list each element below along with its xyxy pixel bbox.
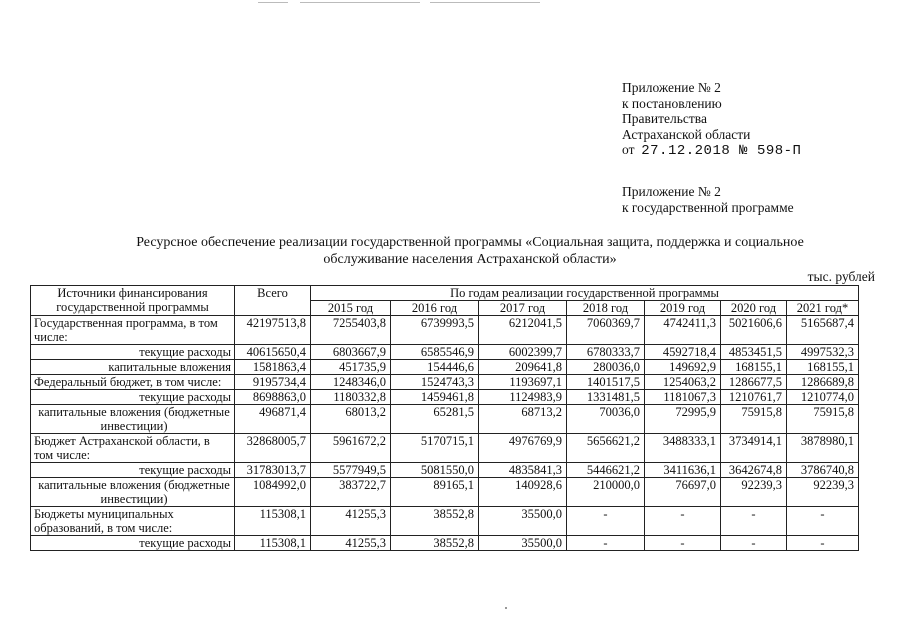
table-row [31, 434, 859, 463]
cell-total: 1084992,0 [235, 478, 311, 507]
header-total: Всего [235, 286, 311, 316]
cell-year-value: 92239,3 [787, 478, 859, 507]
cell-year-value: 35500,0 [479, 507, 567, 536]
table-row [31, 316, 859, 345]
cell-year-value: 65281,5 [391, 405, 479, 434]
date-stamp: 27.12.2018 № 598-П [641, 143, 802, 159]
cell-year-value: 1401517,5 [567, 375, 645, 390]
cell-year-value: 1180332,8 [311, 390, 391, 405]
table-row [31, 478, 859, 507]
cell-year-value: 6739993,5 [391, 316, 479, 345]
cell-year-value: 5577949,5 [311, 463, 391, 478]
cell-year-value: 5165687,4 [787, 316, 859, 345]
cell-year-value: 280036,0 [567, 360, 645, 375]
table-row [31, 463, 859, 478]
cell-year-value: 3786740,8 [787, 463, 859, 478]
cell-total: 9195734,4 [235, 375, 311, 390]
cell-year-value: 1524743,3 [391, 375, 479, 390]
date-prefix: от [622, 142, 635, 157]
header-by-years: По годам реализации государственной программы [311, 286, 859, 301]
cell-year-value: 5021606,6 [721, 316, 787, 345]
cell-year-value: 7255403,8 [311, 316, 391, 345]
cell-year-value: 41255,3 [311, 536, 391, 551]
cell-year-value: 149692,9 [645, 360, 721, 375]
table-row [31, 507, 859, 536]
cell-year-value: 4592718,4 [645, 345, 721, 360]
row-label: текущие расходы [31, 390, 235, 405]
funding-table [30, 285, 859, 551]
cell-year-value: 1254063,2 [645, 375, 721, 390]
cell-total: 496871,4 [235, 405, 311, 434]
header-row [31, 286, 859, 301]
table-row [31, 405, 859, 434]
cell-total: 32868005,7 [235, 434, 311, 463]
cell-year-value: 35500,0 [479, 536, 567, 551]
row-label: капитальные вложения (бюджетные инвестиции) [31, 478, 235, 507]
cell-year-value: 5656621,2 [567, 434, 645, 463]
cell-year-value: 209641,8 [479, 360, 567, 375]
cell-year-value: 68013,2 [311, 405, 391, 434]
cell-year-value: 4997532,3 [787, 345, 859, 360]
row-label: Федеральный бюджет, в том числе: [31, 375, 235, 390]
cell-year-value: 1193697,1 [479, 375, 567, 390]
header-year: 2015 год [311, 301, 391, 316]
cell-year-value: 210000,0 [567, 478, 645, 507]
cell-total: 1581863,4 [235, 360, 311, 375]
cell-year-value: - [567, 507, 645, 536]
title-line-1: Ресурсное обеспечение реализации государственной программы «Социальная защита, поддержка и социальное [136, 235, 804, 250]
cell-year-value: 1459461,8 [391, 390, 479, 405]
cell-year-value: 140928,6 [479, 478, 567, 507]
cell-total: 8698863,0 [235, 390, 311, 405]
row-label: капитальные вложения [31, 360, 235, 375]
cell-year-value: 5446621,2 [567, 463, 645, 478]
appendix-decree [622, 80, 801, 160]
row-label: Государственная программа, в том числе: [31, 316, 235, 345]
appendix-program [622, 184, 794, 215]
cell-year-value: 6002399,7 [479, 345, 567, 360]
cell-year-value: 3734914,1 [721, 434, 787, 463]
header-year: 2019 год [645, 301, 721, 316]
scan-speck [505, 607, 507, 609]
header-year: 2017 год [479, 301, 567, 316]
cell-year-value: 3488333,1 [645, 434, 721, 463]
cell-year-value: 1124983,9 [479, 390, 567, 405]
cell-year-value: 5170715,1 [391, 434, 479, 463]
table-row [31, 345, 859, 360]
cell-year-value: 1181067,3 [645, 390, 721, 405]
cell-year-value: 76697,0 [645, 478, 721, 507]
row-label: текущие расходы [31, 536, 235, 551]
header-year: 2016 год [391, 301, 479, 316]
cell-total: 42197513,8 [235, 316, 311, 345]
table-row [31, 375, 859, 390]
cell-year-value: 5961672,2 [311, 434, 391, 463]
cell-year-value: 70036,0 [567, 405, 645, 434]
cell-year-value: 168155,1 [787, 360, 859, 375]
units-label: тыс. рублей [807, 269, 875, 284]
header-year: 2020 год [721, 301, 787, 316]
cell-total: 31783013,7 [235, 463, 311, 478]
cell-year-value: - [567, 536, 645, 551]
cell-year-value: 4742411,3 [645, 316, 721, 345]
cell-year-value: - [787, 536, 859, 551]
cell-year-value: - [645, 536, 721, 551]
appendix-line: к государственной программе [622, 199, 794, 215]
cell-year-value: 3878980,1 [787, 434, 859, 463]
cell-year-value: 7060369,7 [567, 316, 645, 345]
table-row [31, 390, 859, 405]
row-label: капитальные вложения (бюджетные инвестиции) [31, 405, 235, 434]
cell-year-value: 72995,9 [645, 405, 721, 434]
cell-year-value: 75915,8 [787, 405, 859, 434]
header-year: 2021 год* [787, 301, 859, 316]
cell-total: 40615650,4 [235, 345, 311, 360]
appendix-date [622, 142, 801, 160]
cell-year-value: 4835841,3 [479, 463, 567, 478]
row-label: текущие расходы [31, 345, 235, 360]
cell-total: 115308,1 [235, 536, 311, 551]
table-row [31, 536, 859, 551]
cell-year-value: 1286677,5 [721, 375, 787, 390]
cell-year-value: 4853451,5 [721, 345, 787, 360]
cell-year-value: 1210761,7 [721, 390, 787, 405]
appendix-line: Правительства [622, 111, 707, 126]
title-line-2: обслуживание населения Астраханской области» [323, 252, 617, 267]
cell-year-value: 168155,1 [721, 360, 787, 375]
cell-year-value: 41255,3 [311, 507, 391, 536]
cell-year-value: 1210774,0 [787, 390, 859, 405]
header-source: Источники финансирования государственной программы [31, 286, 235, 316]
cell-year-value: 1286689,8 [787, 375, 859, 390]
row-label: текущие расходы [31, 463, 235, 478]
cell-year-value: 92239,3 [721, 478, 787, 507]
cell-year-value: 451735,9 [311, 360, 391, 375]
cell-year-value: 6803667,9 [311, 345, 391, 360]
cell-year-value: 38552,8 [391, 507, 479, 536]
cell-year-value: - [721, 507, 787, 536]
cell-year-value: 154446,6 [391, 360, 479, 375]
appendix-line: Приложение № 2 [622, 184, 721, 199]
table-row [31, 360, 859, 375]
cell-year-value: 89165,1 [391, 478, 479, 507]
row-label: Бюджеты муниципальных образований, в том числе: [31, 507, 235, 536]
cell-year-value: 75915,8 [721, 405, 787, 434]
cell-year-value: 6585546,9 [391, 345, 479, 360]
cell-year-value: 383722,7 [311, 478, 391, 507]
table-body [31, 316, 859, 551]
cell-year-value: 38552,8 [391, 536, 479, 551]
cell-year-value: - [721, 536, 787, 551]
cell-year-value: 6212041,5 [479, 316, 567, 345]
cell-year-value: - [645, 507, 721, 536]
row-label: Бюджет Астраханской области, в том числе: [31, 434, 235, 463]
cell-year-value: - [787, 507, 859, 536]
cell-year-value: 68713,2 [479, 405, 567, 434]
appendix-line: к постановлению [622, 95, 722, 111]
cell-year-value: 3411636,1 [645, 463, 721, 478]
cell-year-value: 6780333,7 [567, 345, 645, 360]
header-year: 2018 год [567, 301, 645, 316]
document-title [60, 234, 880, 268]
appendix-line: Астраханской области [622, 126, 751, 142]
cell-total: 115308,1 [235, 507, 311, 536]
appendix-line: Приложение № 2 [622, 80, 721, 95]
cell-year-value: 3642674,8 [721, 463, 787, 478]
cell-year-value: 1248346,0 [311, 375, 391, 390]
cell-year-value: 4976769,9 [479, 434, 567, 463]
cell-year-value: 5081550,0 [391, 463, 479, 478]
cell-year-value: 1331481,5 [567, 390, 645, 405]
